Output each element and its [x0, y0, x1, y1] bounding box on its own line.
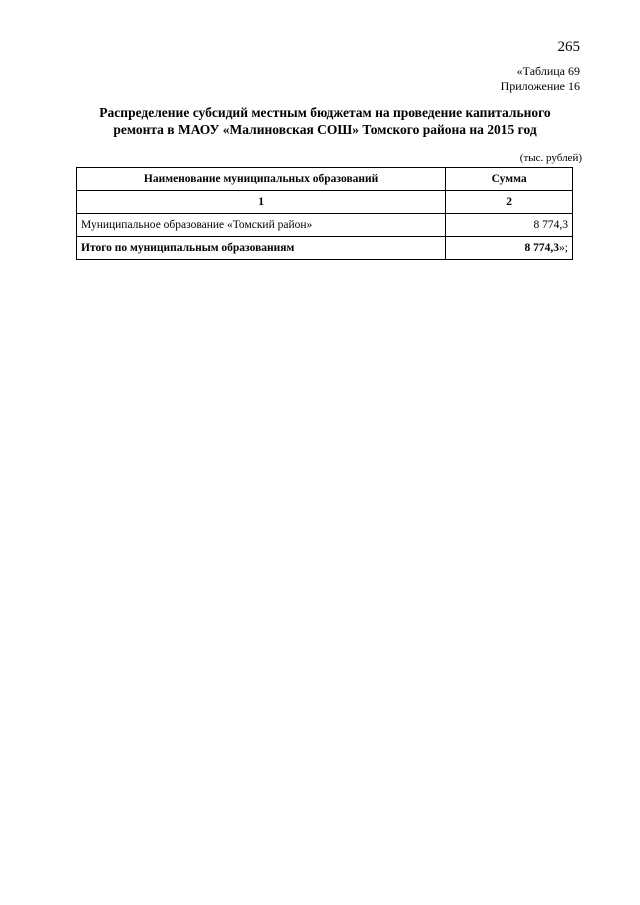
appendix-label: Приложение 16 — [500, 79, 580, 93]
column-number-row — [77, 191, 573, 214]
row-sum: 8 774,3 — [446, 214, 573, 237]
total-sum: 8 774,3 — [524, 242, 560, 254]
table-reference: «Таблица 69 — [516, 64, 580, 78]
header-name: Наименование муниципальных образований — [77, 168, 446, 191]
units-label: (тыс. рублей) — [519, 152, 582, 164]
header-sum: Сумма — [446, 168, 573, 191]
row-name: Муниципальное образование «Томский район» — [77, 214, 446, 237]
closing-quote: »; — [559, 242, 568, 254]
table-header-row — [77, 168, 573, 191]
document-title — [70, 104, 580, 138]
total-name: Итого по муниципальным образованиям — [77, 237, 446, 260]
column-number-1: 1 — [77, 191, 446, 214]
title-line-1: Распределение субсидий местным бюджетам на проведение капитального — [99, 105, 551, 120]
total-row — [77, 237, 573, 260]
title-line-2: ремонта в МАОУ «Малиновская СОШ» Томского района на 2015 год — [113, 122, 537, 137]
appendix-reference — [501, 64, 580, 94]
page-number: 265 — [557, 39, 580, 55]
total-sum-cell — [446, 237, 573, 260]
column-number-2: 2 — [446, 191, 573, 214]
table-row — [77, 214, 573, 237]
subsidy-table — [76, 167, 573, 260]
